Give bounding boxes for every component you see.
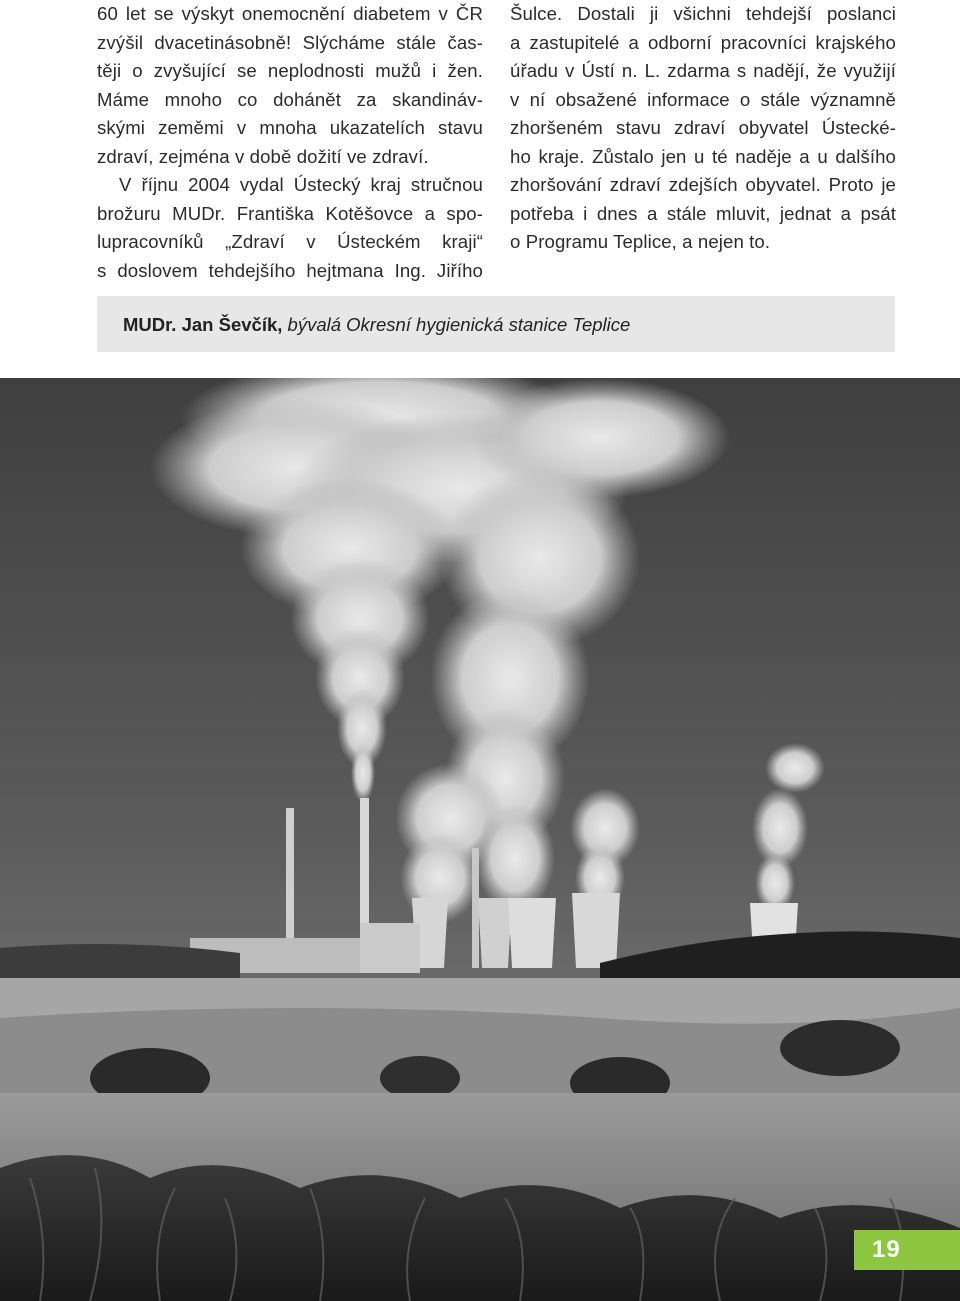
text-line: Šulce. Dostali ji všichni tehdejší poslanci — [510, 3, 896, 24]
text-line: brožuru MUDr. Františka Kotěšovce a spo- — [97, 202, 483, 224]
text-line: s doslovem tehdejšího hejtmana Ing. Jiřího — [97, 259, 483, 281]
author-credit — [123, 296, 630, 352]
text-line: zhoršeném stavu zdraví obyvatel Ústecké- — [510, 117, 896, 138]
article-left-column — [97, 0, 483, 285]
author-role: bývalá Okresní hygienická stanice Teplice — [287, 314, 631, 335]
text-line: Máme mnoho co dohánět za skandináv- — [97, 88, 483, 110]
author-box — [97, 296, 895, 352]
text-line: potřeba i dnes a stále mluvit, jednat a psát — [510, 202, 896, 224]
text-line: lupracovníků „Zdraví v Ústeckém kraji“ — [97, 231, 483, 252]
text-line: skými zeměmi v mnoha ukazatelích stavu — [97, 117, 483, 138]
text-line: V říjnu 2004 vydal Ústecký kraj stručnou — [119, 174, 483, 195]
text-line: zhoršování zdraví zdejších obyvatel. Proto je — [510, 174, 896, 195]
text-line: v ní obsažené informace o stále významně — [510, 88, 896, 110]
text-line: 60 let se výskyt onemocnění diabetem v ČR — [97, 3, 483, 24]
text-line: zvýšil dvacetinásobně! Slýcháme stále čas- — [97, 31, 483, 53]
power-plant-photo — [0, 378, 960, 1301]
text-line: zdraví, zejména v době dožití ve zdraví. — [97, 145, 429, 167]
page-number-badge: 19 — [854, 1230, 960, 1270]
author-name: MUDr. Jan Ševčík, — [123, 314, 283, 335]
text-line: a zastupitelé a odborní pracovníci krajského — [510, 31, 896, 53]
text-line: těji o zvyšující se neplodnosti mužů i žen. — [97, 60, 483, 81]
text-line: úřadu v Ústí n. L. zdarma s nadějí, že využijí — [510, 60, 896, 81]
text-line: ho kraje. Zůstalo jen u té naděje a u dalšího — [510, 145, 896, 167]
text-line: o Programu Teplice, a nejen to. — [510, 231, 771, 252]
article-right-column — [510, 0, 896, 257]
